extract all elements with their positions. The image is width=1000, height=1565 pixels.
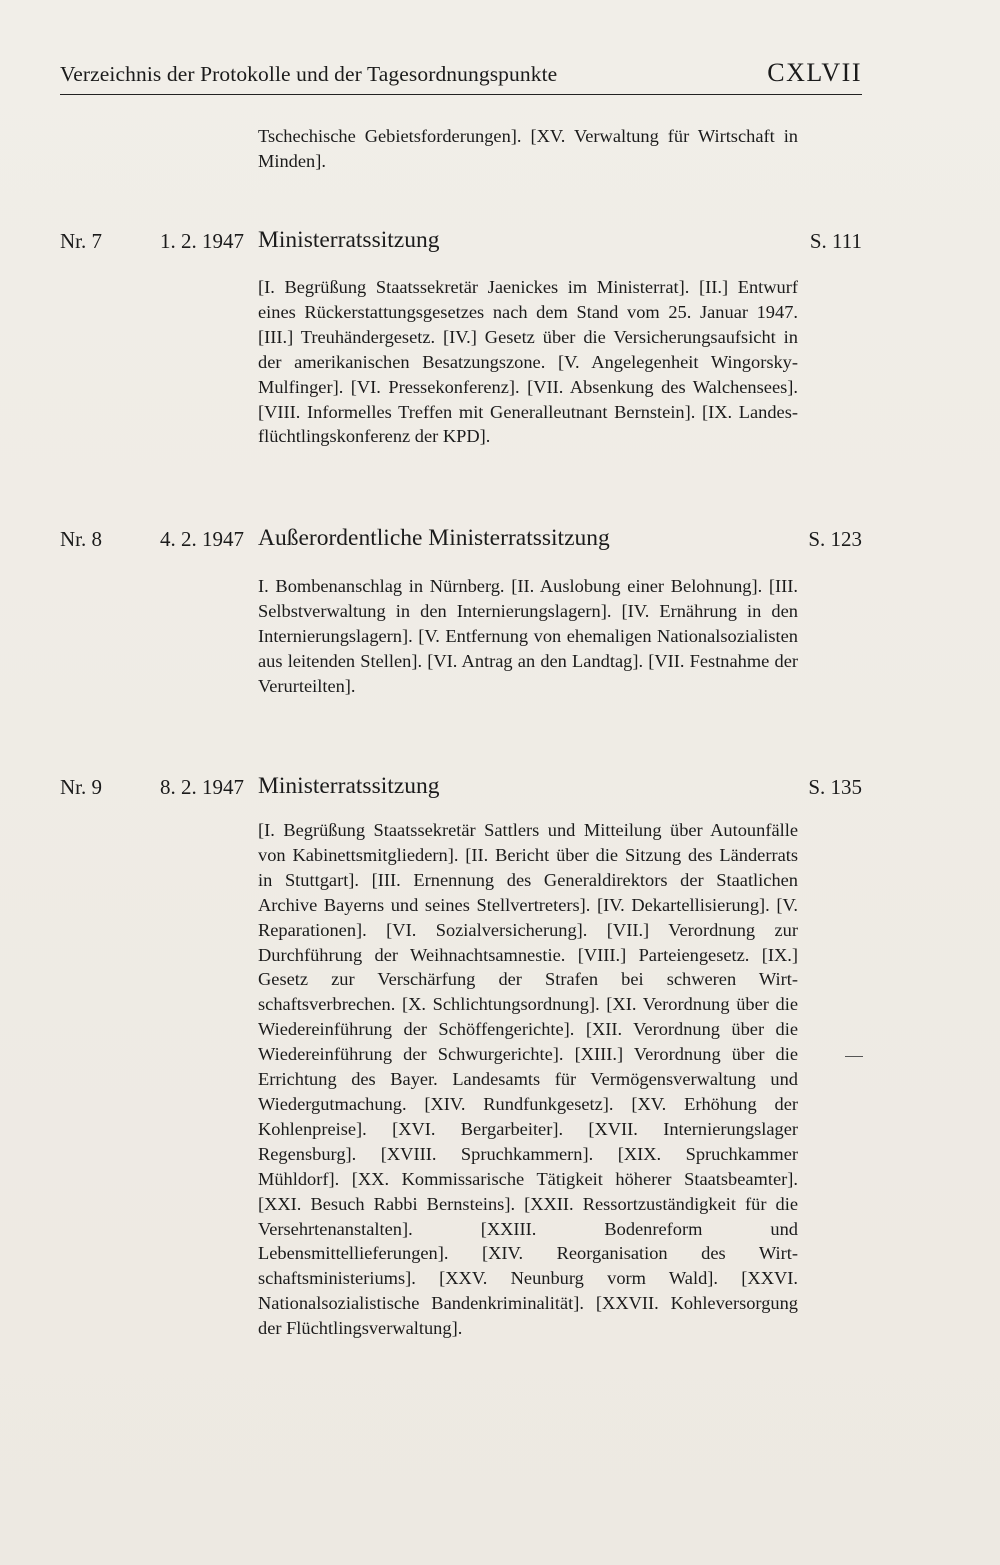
entry-agenda: [I. Begrüßung Staatssekretär Sattlers und Mitteilung über Autounfälle von Kabinettsmitgliedern]. [II. Bericht über die Sitzung des Länderrats in Stuttgart]. [III. Ernennung des Generaldirektors der Staatlichen Archive Bayerns und seines Stellvertreters]. [IV. Dekartellisierung]. [V. Reparationen]. [VI. Sozialversicherung]. [VII.] Verordnung zur Durchführung der Weihnachtsamnestie. [VIII.] Parteiengesetz. [IX.] Gesetz zur Verschärfung der Strafen bei schweren Wirtschaftsverbrechen. [X. Schlichtungsordnung]. [XI. Verordnung über die Wiedereinführung der Schöffengerichte]. [XII. Verordnung über die Wiedereinführung der Schwurgerichte]. [XIII.] Verordnung über die Errichtung des Bayer. Landesamts für Vermögensverwaltung und Wiedergutmachung. [XIV. Rundfunkgesetz]. [XV. Erhöhung der Kohlenpreise]. [XVI. Bergarbeiter]. [XVII. Internierungslager Regensburg]. [XVIII. Spruchkammern]. [XIX. Spruchkammer Mühldorf]. [XX. Kommissarische Tätigkeit höherer Staatsbeamter]. [XXI. Besuch Rabbi Bernsteins]. [XXII. Ressortzuständigkeit für die Versehrtenanstalten]. [XXIII. Bodenreform und Lebensmittellieferungen]. [XIV. Reorganisation des Wirtschaftsministeriums]. [XXV. Neunburg vorm Wald]. [XXVI. Nationalsozialistische Bandenkriminalität]. [XXVII. Kohleversorgung der Flüchtlingsverwaltung]. — [258, 820, 798, 1339]
entry-date: 1. 2. 1947 — [160, 229, 244, 253]
header-title: Verzeichnis der Protokolle und der Tagesordnungspunkte — [60, 62, 558, 86]
entry-page-ref: S. 111 — [809, 229, 862, 253]
entry-title: Außerordentliche Ministerratssitzung — [258, 525, 610, 551]
entry-title: Ministerratssitzung — [258, 227, 440, 253]
entry-number: Nr. 7 — [60, 229, 102, 253]
header-rule — [60, 94, 862, 95]
entry-title: Ministerratssitzung — [258, 773, 440, 799]
running-header — [60, 58, 862, 94]
entry-number: Nr. 9 — [60, 775, 102, 799]
entry-date: 8. 2. 1947 — [160, 775, 244, 799]
entry-agenda: I. Bombenanschlag in Nürnberg. [II. Auslobung einer Belohnung]. [III. Selbstverwaltung in den Internierungslagern]. [IV. Ernährung in den Internierungslagern]. [V. Entfernung von ehemaligen Nationalsozialisten aus leitenden Stellen]. [VI. Antrag an den Landtag]. [VII. Festnahme der Verurteilten]. — [258, 576, 798, 696]
entry-page-ref: S. 135 — [808, 775, 862, 799]
entry-date: 4. 2. 1947 — [160, 527, 244, 551]
continuation-text: Tschechische Gebietsforderungen]. [XV. Verwaltung für Wirtschaft in Minden]. — [258, 126, 798, 171]
header-page-number: CXLVII — [767, 58, 862, 87]
entry-page-ref: S. 123 — [808, 527, 862, 551]
entry-agenda: [I. Begrüßung Staatssekretär Jaenickes im Ministerrat]. [II.] Entwurf eines Rückerstattungsgesetzes nach dem Stand vom 25. Januar 1947. [III.] Treuhändergesetz. [IV.] Gesetz über die Versicherungsaufsicht in der amerikanischen Besatzungszone. [V. Angelegenheit Wingorsky-Mulfinger]. [VI. Pressekonferenz]. [VII. Absenkung des Walchensees]. [VIII. Informelles Treffen mit Generalleutnant Bernstein]. [IX. Landesflüchtlingskonferenz der KPD]. — [258, 277, 798, 447]
margin-mark — [845, 1056, 863, 1057]
entry-number: Nr. 8 — [60, 527, 102, 551]
